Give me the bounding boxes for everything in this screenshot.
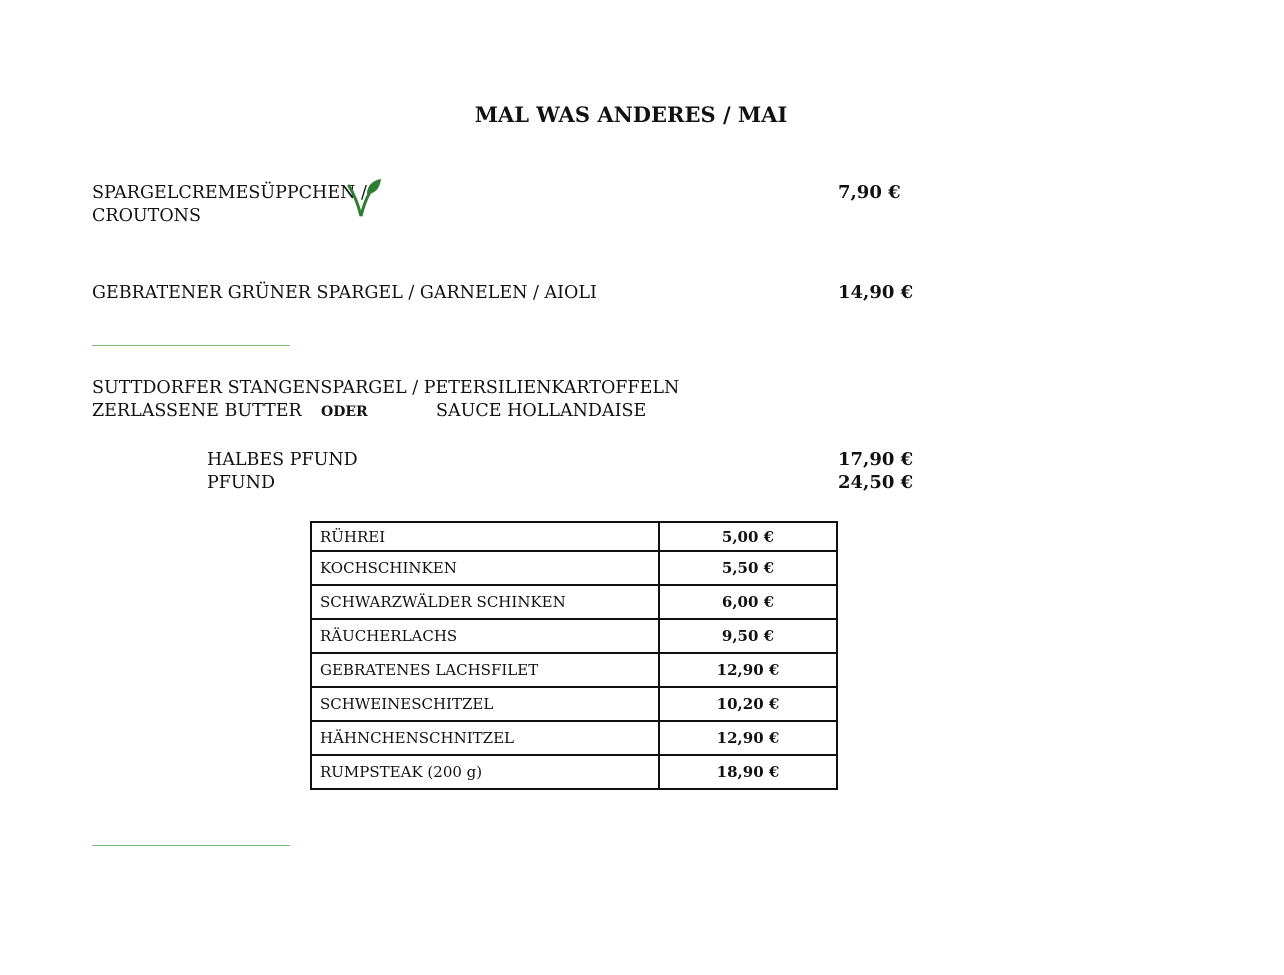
addon-price: 6,00 € — [659, 585, 837, 619]
addon-name: SCHWARZWÄLDER SCHINKEN — [311, 585, 659, 619]
addon-name: HÄHNCHENSCHNITZEL — [311, 721, 659, 755]
vegetarian-leaf-icon — [345, 178, 383, 220]
table-row — [311, 585, 837, 619]
addon-name: GEBRATENES LACHSFILET — [311, 653, 659, 687]
soup-line-2: CROUTONS — [92, 206, 201, 226]
table-row — [311, 687, 837, 721]
addon-price: 5,00 € — [659, 522, 837, 551]
addon-price: 9,50 € — [659, 619, 837, 653]
addon-price: 12,90 € — [659, 721, 837, 755]
soup-line-1: SPARGELCREMESÜPPCHEN / — [92, 183, 367, 203]
size-label-half-pound: HALBES PFUND — [207, 450, 358, 470]
size-price-half-pound: 17,90 € — [838, 449, 914, 470]
table-row — [311, 755, 837, 789]
table-row — [311, 522, 837, 551]
green-asparagus-price: 14,90 € — [838, 282, 914, 303]
section-divider — [92, 345, 290, 346]
size-label-pound: PFUND — [207, 473, 276, 493]
table-row — [311, 721, 837, 755]
section-divider — [92, 845, 290, 846]
addon-name: RÜHREI — [311, 522, 659, 551]
addon-price: 12,90 € — [659, 653, 837, 687]
page-title: MAL WAS ANDERES / MAI — [474, 102, 788, 127]
table-row — [311, 619, 837, 653]
addon-price: 5,50 € — [659, 551, 837, 585]
table-row — [311, 551, 837, 585]
addons-table — [310, 521, 838, 790]
addon-name: RÄUCHERLACHS — [311, 619, 659, 653]
asparagus-option-or: ODER — [321, 404, 368, 420]
addon-name: KOCHSCHINKEN — [311, 551, 659, 585]
addon-name: SCHWEINESCHITZEL — [311, 687, 659, 721]
table-row — [311, 653, 837, 687]
soup-item-name — [92, 182, 367, 228]
soup-price: 7,90 € — [838, 182, 901, 203]
green-asparagus-item-name: GEBRATENER GRÜNER SPARGEL / GARNELEN / AIOLI — [92, 283, 597, 303]
addon-name: RUMPSTEAK (200 g) — [311, 755, 659, 789]
asparagus-option-butter: ZERLASSENE BUTTER — [92, 401, 302, 421]
asparagus-main-name: SUTTDORFER STANGENSPARGEL / PETERSILIENKARTOFFELN — [92, 378, 680, 398]
addon-price: 18,90 € — [659, 755, 837, 789]
addon-price: 10,20 € — [659, 687, 837, 721]
asparagus-option-hollandaise: SAUCE HOLLANDAISE — [436, 401, 647, 421]
size-price-pound: 24,50 € — [838, 472, 914, 493]
